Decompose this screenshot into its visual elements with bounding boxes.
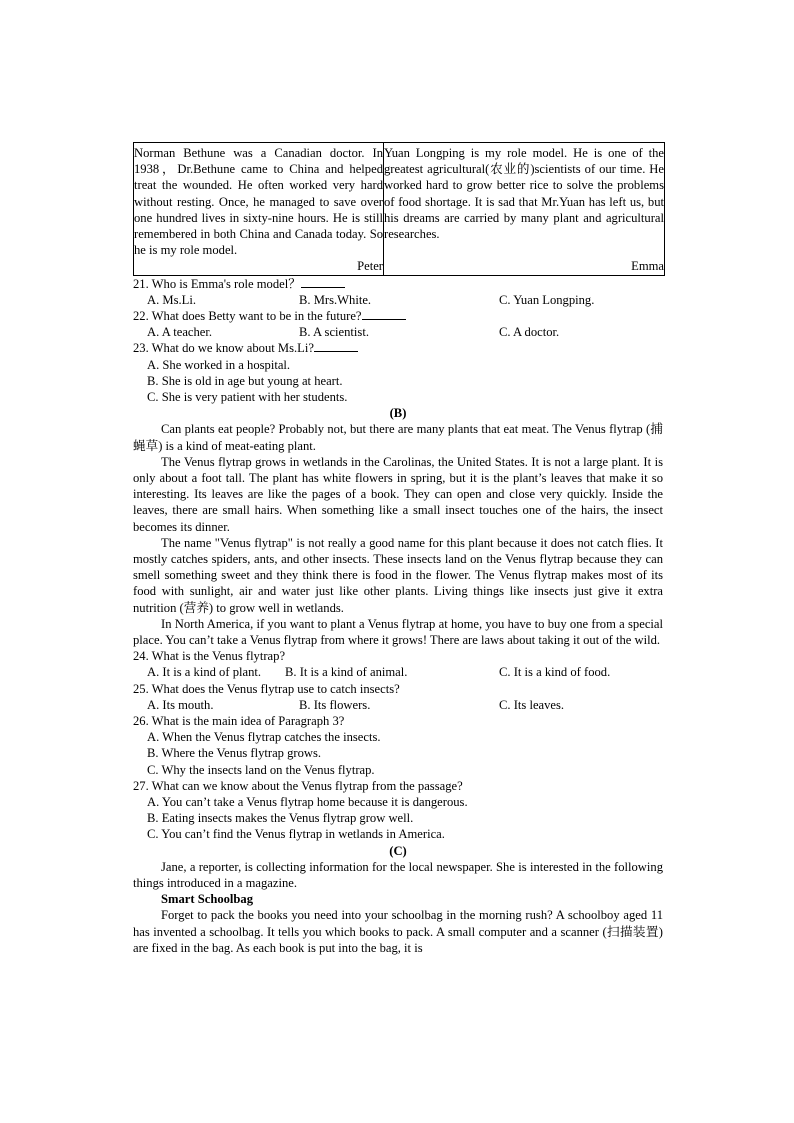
option-a[interactable]: A. It is a kind of plant. (147, 665, 262, 680)
table-cell-peter (134, 143, 384, 276)
option-c[interactable]: C. It is a kind of food. (499, 665, 611, 680)
option-c[interactable]: C. She is very patient with her students. (147, 390, 348, 405)
options-row (133, 697, 663, 713)
paragraph-b2: The Venus flytrap grows in wetlands in the Carolinas, the United States. It is not a large plant. It is only about a foot tall. The plant has white flowers in spring, but it is the plant’s leaves that make it so interesting. Its leaves are like the pages of a book. They can open and close very quickly. Inside the leaves, there are small hairs. When something like a small insect touches one of the hairs, the insect becomes its dinner. (133, 454, 663, 534)
smart-schoolbag-heading: Smart Schoolbag (161, 892, 254, 907)
question-text: 27. What can we know about the Venus flytrap from the passage? (133, 778, 463, 793)
paragraph-c1: Forget to pack the books you need into your schoolbag in the morning rush? A schoolboy aged 11 has invented a schoolbag. It tells you which books to pack. A small computer and a scanner (扫描装置) are fixed in the bag. As each book is put into the bag, it is (133, 908, 663, 955)
option-a[interactable]: A. She worked in a hospital. (147, 357, 291, 372)
option-c[interactable]: C. Yuan Longping. (499, 292, 595, 307)
question-text: 25. What does the Venus flytrap use to catch insects? (133, 681, 400, 696)
option-b[interactable]: B. She is old in age but young at heart. (147, 373, 343, 388)
option-b[interactable]: B. It is a kind of animal. (285, 665, 408, 680)
emma-signature: Emma (631, 259, 664, 274)
section-c-title: (C) (389, 843, 407, 858)
paragraph-c-intro: Jane, a reporter, is collecting information for the local newspaper. She is interested in the following things introduced in a magazine. (133, 859, 663, 891)
option-a[interactable]: A. A teacher. (147, 325, 213, 340)
options-row (133, 324, 663, 340)
answer-blank[interactable] (362, 308, 406, 320)
option-b[interactable]: B. Eating insects makes the Venus flytrap grow well. (147, 811, 414, 826)
question-23 (133, 340, 663, 405)
option-c[interactable]: C. You can’t find the Venus flytrap in wetlands in America. (147, 827, 445, 842)
question-25 (133, 681, 663, 713)
role-model-table (133, 142, 665, 276)
section-b-title: (B) (389, 406, 407, 421)
question-text: 21. Who is Emma's role model？ (133, 276, 301, 291)
question-21 (133, 276, 663, 308)
question-text: 23. What do we know about Ms.Li? (133, 341, 314, 356)
question-22 (133, 308, 663, 340)
question-text: 22. What does Betty want to be in the future? (133, 309, 362, 324)
answer-blank[interactable] (314, 340, 358, 352)
paragraph-b1: Can plants eat people? Probably not, but there are many plants that eat meat. The Venus flytrap (捕蝇草) is a kind of meat-eating plant. (133, 422, 663, 453)
emma-text: Yuan Longping is my role model. He is one of the greatest agricultural(农业的)scientists of our time. He worked hard to grow better rice to solve the problems of food shortage. It is sad that Mr.Yuan has left us, but his dreams are carried by many plant and agricultural researches. (384, 146, 664, 242)
paragraph-b4: In North America, if you want to plant a Venus flytrap at home, you have to buy one from a special place. You can’t take a Venus flytrap from where it grows! There are laws about taking it out of the wild. (133, 616, 663, 648)
paragraph-b3: The name "Venus flytrap" is not really a good name for this plant because it does not catch flies. It mostly catches spiders, ants, and other insects. These insects land on the Venus flytrap because they can smell something sweet and they think there is food in the flower. The Venus flytrap makes most of its food with sunlight, air and water just like other plants. Living things like insects just give it extra nutrition (营养) to grow well in wetlands. (133, 535, 663, 615)
table-cell-emma (384, 143, 665, 276)
peter-text: Norman Bethune was a Canadian doctor. In 1938，Dr.Bethune came to China and helped treat the wounded. He often worked very hard without resting. Once, he managed to save over one hundred lives in sixty-nine hours. He is still remembered in both China and Canada today. So he is my role model. (134, 146, 383, 258)
option-c[interactable]: C. A doctor. (499, 325, 560, 340)
question-text: 24. What is the Venus flytrap? (133, 649, 286, 664)
document-page (133, 142, 663, 956)
question-24 (133, 648, 663, 680)
answer-blank[interactable] (301, 276, 345, 288)
options-row (133, 292, 663, 308)
option-b[interactable]: B. Its flowers. (299, 697, 371, 712)
option-b[interactable]: B. Mrs.White. (299, 292, 372, 307)
option-b[interactable]: B. A scientist. (299, 325, 369, 340)
options-row (133, 664, 663, 680)
question-27 (133, 778, 663, 843)
option-a[interactable]: A. Its mouth. (147, 697, 214, 712)
option-a[interactable]: A. Ms.Li. (147, 292, 196, 307)
question-text: 26. What is the main idea of Paragraph 3? (133, 714, 345, 729)
option-b[interactable]: B. Where the Venus flytrap grows. (147, 746, 322, 761)
option-a[interactable]: A. When the Venus flytrap catches the insects. (147, 730, 381, 745)
option-c[interactable]: C. Its leaves. (499, 697, 565, 712)
option-a[interactable]: A. You can’t take a Venus flytrap home because it is dangerous. (147, 795, 468, 810)
option-c[interactable]: C. Why the insects land on the Venus flytrap. (147, 762, 375, 777)
peter-signature: Peter (357, 259, 383, 274)
question-26 (133, 713, 663, 778)
